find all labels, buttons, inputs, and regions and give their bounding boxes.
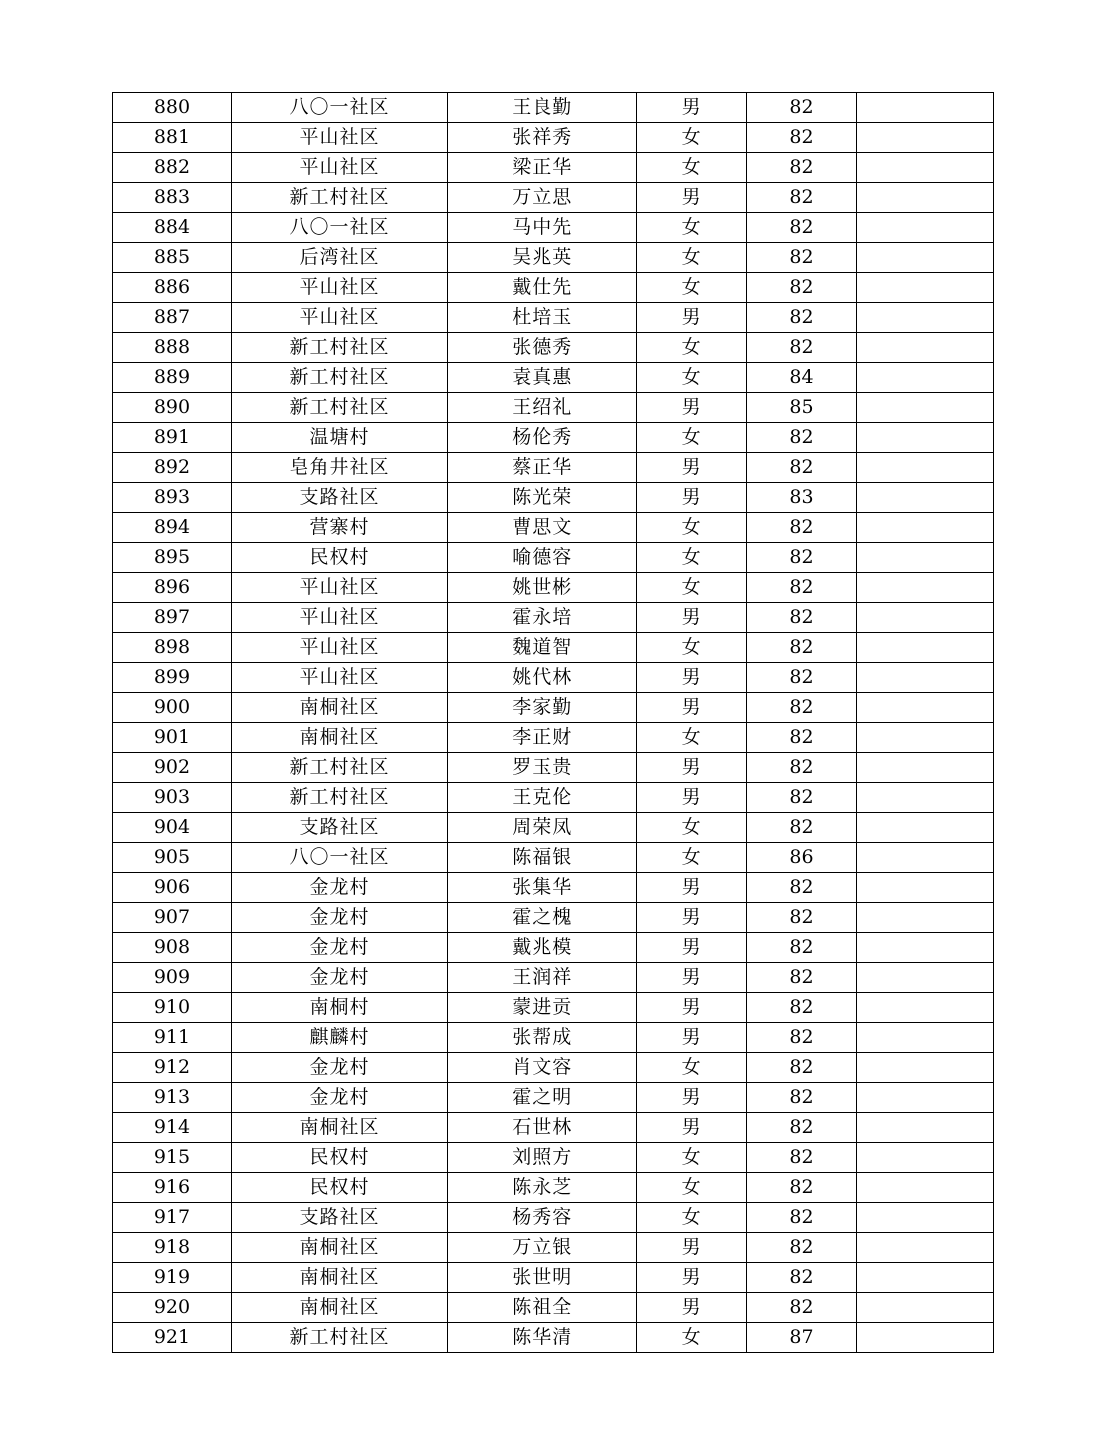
cell-sex: 男 (637, 303, 747, 333)
cell-note (856, 453, 993, 483)
cell-index: 891 (113, 423, 232, 453)
cell-sex: 男 (637, 783, 747, 813)
cell-age: 82 (747, 783, 857, 813)
cell-place: 支路社区 (231, 813, 447, 843)
cell-sex: 女 (637, 543, 747, 573)
cell-place: 南桐社区 (231, 1263, 447, 1293)
cell-place: 温塘村 (231, 423, 447, 453)
cell-sex: 男 (637, 873, 747, 903)
cell-index: 918 (113, 1233, 232, 1263)
cell-age: 82 (747, 753, 857, 783)
cell-index: 903 (113, 783, 232, 813)
cell-age: 84 (747, 363, 857, 393)
cell-age: 82 (747, 993, 857, 1023)
table-row (113, 153, 994, 183)
cell-sex: 男 (637, 93, 747, 123)
cell-age: 82 (747, 1233, 857, 1263)
table-row (113, 483, 994, 513)
cell-note (856, 873, 993, 903)
cell-age: 82 (747, 423, 857, 453)
cell-sex: 男 (637, 1233, 747, 1263)
cell-sex: 男 (637, 903, 747, 933)
cell-place: 金龙村 (231, 1083, 447, 1113)
cell-name: 张帮成 (448, 1023, 637, 1053)
table-row (113, 1023, 994, 1053)
cell-index: 883 (113, 183, 232, 213)
table-row (113, 543, 994, 573)
cell-age: 82 (747, 453, 857, 483)
cell-sex: 女 (637, 243, 747, 273)
cell-note (856, 1053, 993, 1083)
cell-age: 82 (747, 963, 857, 993)
cell-note (856, 423, 993, 453)
cell-age: 82 (747, 273, 857, 303)
table-row (113, 213, 994, 243)
cell-name: 蔡正华 (448, 453, 637, 483)
cell-sex: 女 (637, 333, 747, 363)
cell-sex: 女 (637, 1203, 747, 1233)
cell-name: 戴兆模 (448, 933, 637, 963)
cell-note (856, 843, 993, 873)
table-row (113, 243, 994, 273)
cell-name: 杨秀容 (448, 1203, 637, 1233)
cell-index: 913 (113, 1083, 232, 1113)
cell-note (856, 243, 993, 273)
cell-name: 王绍礼 (448, 393, 637, 423)
cell-sex: 男 (637, 483, 747, 513)
cell-sex: 男 (637, 1263, 747, 1293)
cell-name: 陈福银 (448, 843, 637, 873)
cell-age: 82 (747, 1263, 857, 1293)
cell-place: 金龙村 (231, 903, 447, 933)
cell-sex: 男 (637, 393, 747, 423)
cell-note (856, 993, 993, 1023)
cell-place: 八〇一社区 (231, 843, 447, 873)
cell-place: 平山社区 (231, 573, 447, 603)
cell-sex: 男 (637, 1293, 747, 1323)
cell-age: 82 (747, 873, 857, 903)
table-row (113, 1233, 994, 1263)
cell-note (856, 1323, 993, 1353)
cell-index: 893 (113, 483, 232, 513)
table-row (113, 273, 994, 303)
cell-index: 896 (113, 573, 232, 603)
cell-name: 魏道智 (448, 633, 637, 663)
cell-name: 喻德容 (448, 543, 637, 573)
cell-sex: 男 (637, 993, 747, 1023)
table-row (113, 663, 994, 693)
cell-place: 平山社区 (231, 633, 447, 663)
cell-age: 82 (747, 693, 857, 723)
cell-place: 金龙村 (231, 873, 447, 903)
cell-index: 905 (113, 843, 232, 873)
cell-note (856, 903, 993, 933)
cell-index: 917 (113, 1203, 232, 1233)
cell-index: 908 (113, 933, 232, 963)
cell-index: 910 (113, 993, 232, 1023)
cell-age: 82 (747, 933, 857, 963)
cell-note (856, 1143, 993, 1173)
cell-index: 890 (113, 393, 232, 423)
table-row (113, 453, 994, 483)
cell-note (856, 153, 993, 183)
cell-note (856, 1023, 993, 1053)
cell-note (856, 573, 993, 603)
cell-name: 万立思 (448, 183, 637, 213)
cell-age: 83 (747, 483, 857, 513)
cell-sex: 女 (637, 813, 747, 843)
cell-note (856, 543, 993, 573)
cell-place: 八〇一社区 (231, 213, 447, 243)
cell-sex: 男 (637, 663, 747, 693)
cell-name: 吴兆英 (448, 243, 637, 273)
cell-age: 82 (747, 513, 857, 543)
table-row (113, 993, 994, 1023)
cell-index: 902 (113, 753, 232, 783)
cell-place: 金龙村 (231, 963, 447, 993)
cell-place: 金龙村 (231, 1053, 447, 1083)
cell-index: 901 (113, 723, 232, 753)
cell-note (856, 783, 993, 813)
cell-name: 曹思文 (448, 513, 637, 543)
table-row (113, 963, 994, 993)
cell-index: 921 (113, 1323, 232, 1353)
cell-index: 904 (113, 813, 232, 843)
cell-note (856, 1083, 993, 1113)
cell-index: 892 (113, 453, 232, 483)
cell-note (856, 93, 993, 123)
cell-name: 霍之槐 (448, 903, 637, 933)
cell-place: 平山社区 (231, 603, 447, 633)
cell-name: 陈华清 (448, 1323, 637, 1353)
cell-name: 张祥秀 (448, 123, 637, 153)
cell-index: 914 (113, 1113, 232, 1143)
cell-note (856, 513, 993, 543)
cell-index: 909 (113, 963, 232, 993)
cell-name: 张世明 (448, 1263, 637, 1293)
cell-sex: 女 (637, 573, 747, 603)
cell-note (856, 633, 993, 663)
cell-index: 915 (113, 1143, 232, 1173)
cell-note (856, 1113, 993, 1143)
cell-name: 肖文容 (448, 1053, 637, 1083)
table-row (113, 333, 994, 363)
cell-sex: 男 (637, 963, 747, 993)
cell-age: 82 (747, 1293, 857, 1323)
cell-index: 912 (113, 1053, 232, 1083)
table-row (113, 1263, 994, 1293)
cell-sex: 男 (637, 1023, 747, 1053)
cell-place: 后湾社区 (231, 243, 447, 273)
table-row (113, 723, 994, 753)
table-row (113, 903, 994, 933)
cell-note (856, 303, 993, 333)
cell-index: 888 (113, 333, 232, 363)
cell-age: 82 (747, 183, 857, 213)
cell-sex: 女 (637, 363, 747, 393)
cell-sex: 女 (637, 1323, 747, 1353)
cell-place: 八〇一社区 (231, 93, 447, 123)
table-row (113, 423, 994, 453)
table-row (113, 753, 994, 783)
cell-sex: 男 (637, 603, 747, 633)
cell-place: 营寨村 (231, 513, 447, 543)
cell-note (856, 363, 993, 393)
cell-note (856, 963, 993, 993)
cell-sex: 男 (637, 453, 747, 483)
cell-place: 新工村社区 (231, 183, 447, 213)
cell-name: 石世林 (448, 1113, 637, 1143)
cell-place: 新工村社区 (231, 753, 447, 783)
cell-name: 李家勤 (448, 693, 637, 723)
cell-place: 南桐社区 (231, 1233, 447, 1263)
cell-note (856, 693, 993, 723)
roster-table (112, 92, 994, 1353)
table-row (113, 933, 994, 963)
cell-name: 姚代林 (448, 663, 637, 693)
cell-place: 新工村社区 (231, 333, 447, 363)
table-row (113, 1173, 994, 1203)
cell-age: 82 (747, 213, 857, 243)
cell-age: 82 (747, 1173, 857, 1203)
cell-place: 民权村 (231, 1173, 447, 1203)
table-row (113, 1113, 994, 1143)
cell-note (856, 813, 993, 843)
cell-sex: 男 (637, 1113, 747, 1143)
cell-sex: 女 (637, 153, 747, 183)
cell-name: 马中先 (448, 213, 637, 243)
cell-sex: 女 (637, 423, 747, 453)
table-row (113, 1293, 994, 1323)
table-row (113, 363, 994, 393)
table-row (113, 1083, 994, 1113)
cell-index: 916 (113, 1173, 232, 1203)
cell-index: 880 (113, 93, 232, 123)
cell-note (856, 603, 993, 633)
cell-name: 王润祥 (448, 963, 637, 993)
table-row (113, 693, 994, 723)
cell-sex: 女 (637, 123, 747, 153)
cell-index: 897 (113, 603, 232, 633)
cell-age: 82 (747, 153, 857, 183)
cell-index: 894 (113, 513, 232, 543)
cell-sex: 女 (637, 1143, 747, 1173)
cell-name: 袁真惠 (448, 363, 637, 393)
cell-note (856, 933, 993, 963)
cell-note (856, 1173, 993, 1203)
cell-place: 平山社区 (231, 663, 447, 693)
cell-place: 民权村 (231, 1143, 447, 1173)
cell-name: 陈永芝 (448, 1173, 637, 1203)
table-row (113, 1323, 994, 1353)
cell-age: 82 (747, 1083, 857, 1113)
cell-place: 支路社区 (231, 483, 447, 513)
table-row (113, 873, 994, 903)
cell-note (856, 273, 993, 303)
cell-sex: 女 (637, 723, 747, 753)
cell-index: 887 (113, 303, 232, 333)
cell-name: 梁正华 (448, 153, 637, 183)
cell-place: 平山社区 (231, 153, 447, 183)
cell-name: 霍永培 (448, 603, 637, 633)
cell-age: 82 (747, 123, 857, 153)
cell-sex: 女 (637, 1173, 747, 1203)
cell-place: 平山社区 (231, 303, 447, 333)
cell-age: 82 (747, 903, 857, 933)
cell-note (856, 1293, 993, 1323)
cell-sex: 女 (637, 843, 747, 873)
table-row (113, 183, 994, 213)
cell-index: 900 (113, 693, 232, 723)
cell-name: 姚世彬 (448, 573, 637, 603)
cell-place: 平山社区 (231, 123, 447, 153)
cell-age: 82 (747, 243, 857, 273)
cell-index: 899 (113, 663, 232, 693)
table-row (113, 1053, 994, 1083)
cell-name: 王良勤 (448, 93, 637, 123)
cell-age: 82 (747, 1053, 857, 1083)
cell-name: 刘照方 (448, 1143, 637, 1173)
cell-place: 南桐社区 (231, 723, 447, 753)
cell-sex: 女 (637, 513, 747, 543)
cell-age: 82 (747, 1113, 857, 1143)
cell-name: 罗玉贵 (448, 753, 637, 783)
table-row (113, 393, 994, 423)
cell-place: 南桐社区 (231, 1293, 447, 1323)
cell-index: 882 (113, 153, 232, 183)
cell-age: 82 (747, 1023, 857, 1053)
cell-place: 民权村 (231, 543, 447, 573)
cell-name: 杜培玉 (448, 303, 637, 333)
cell-sex: 男 (637, 933, 747, 963)
cell-note (856, 183, 993, 213)
cell-age: 82 (747, 603, 857, 633)
cell-age: 82 (747, 543, 857, 573)
cell-place: 皂角井社区 (231, 453, 447, 483)
cell-age: 82 (747, 1143, 857, 1173)
cell-age: 82 (747, 333, 857, 363)
cell-index: 881 (113, 123, 232, 153)
cell-note (856, 753, 993, 783)
cell-place: 新工村社区 (231, 1323, 447, 1353)
cell-place: 南桐村 (231, 993, 447, 1023)
cell-index: 884 (113, 213, 232, 243)
table-row (113, 573, 994, 603)
cell-name: 霍之明 (448, 1083, 637, 1113)
table-row (113, 93, 994, 123)
table-row (113, 1143, 994, 1173)
table-row (113, 513, 994, 543)
cell-sex: 男 (637, 1083, 747, 1113)
cell-index: 889 (113, 363, 232, 393)
cell-place: 支路社区 (231, 1203, 447, 1233)
table-row (113, 303, 994, 333)
cell-name: 杨伦秀 (448, 423, 637, 453)
cell-index: 886 (113, 273, 232, 303)
cell-note (856, 213, 993, 243)
cell-sex: 女 (637, 1053, 747, 1083)
cell-sex: 男 (637, 693, 747, 723)
cell-name: 王克伦 (448, 783, 637, 813)
cell-age: 82 (747, 723, 857, 753)
table-row (113, 783, 994, 813)
cell-sex: 男 (637, 753, 747, 783)
cell-index: 885 (113, 243, 232, 273)
cell-place: 南桐社区 (231, 1113, 447, 1143)
cell-name: 李正财 (448, 723, 637, 753)
cell-sex: 女 (637, 633, 747, 663)
cell-note (856, 123, 993, 153)
cell-age: 86 (747, 843, 857, 873)
cell-age: 82 (747, 663, 857, 693)
cell-age: 82 (747, 573, 857, 603)
cell-index: 906 (113, 873, 232, 903)
cell-note (856, 663, 993, 693)
cell-age: 85 (747, 393, 857, 423)
cell-place: 南桐社区 (231, 693, 447, 723)
cell-sex: 女 (637, 273, 747, 303)
cell-index: 919 (113, 1263, 232, 1293)
cell-note (856, 1203, 993, 1233)
cell-index: 898 (113, 633, 232, 663)
table-row (113, 843, 994, 873)
cell-place: 新工村社区 (231, 393, 447, 423)
table-row (113, 813, 994, 843)
cell-age: 82 (747, 303, 857, 333)
cell-age: 82 (747, 633, 857, 663)
cell-name: 陈祖全 (448, 1293, 637, 1323)
cell-note (856, 1233, 993, 1263)
cell-name: 陈光荣 (448, 483, 637, 513)
cell-age: 82 (747, 1203, 857, 1233)
cell-place: 麒麟村 (231, 1023, 447, 1053)
cell-name: 戴仕先 (448, 273, 637, 303)
cell-sex: 女 (637, 213, 747, 243)
cell-sex: 男 (637, 183, 747, 213)
cell-place: 新工村社区 (231, 783, 447, 813)
cell-note (856, 723, 993, 753)
cell-note (856, 1263, 993, 1293)
cell-place: 新工村社区 (231, 363, 447, 393)
table-row (113, 123, 994, 153)
table-row (113, 603, 994, 633)
cell-age: 87 (747, 1323, 857, 1353)
cell-place: 金龙村 (231, 933, 447, 963)
cell-index: 907 (113, 903, 232, 933)
cell-place: 平山社区 (231, 273, 447, 303)
cell-index: 895 (113, 543, 232, 573)
cell-name: 张德秀 (448, 333, 637, 363)
cell-name: 蒙进贡 (448, 993, 637, 1023)
cell-index: 911 (113, 1023, 232, 1053)
roster-table-body (113, 93, 994, 1353)
roster-table-wrapper (112, 92, 994, 1353)
cell-note (856, 483, 993, 513)
cell-name: 周荣凤 (448, 813, 637, 843)
cell-name: 张集华 (448, 873, 637, 903)
table-row (113, 1203, 994, 1233)
cell-index: 920 (113, 1293, 232, 1323)
cell-name: 万立银 (448, 1233, 637, 1263)
cell-age: 82 (747, 93, 857, 123)
table-row (113, 633, 994, 663)
cell-age: 82 (747, 813, 857, 843)
cell-note (856, 393, 993, 423)
cell-note (856, 333, 993, 363)
